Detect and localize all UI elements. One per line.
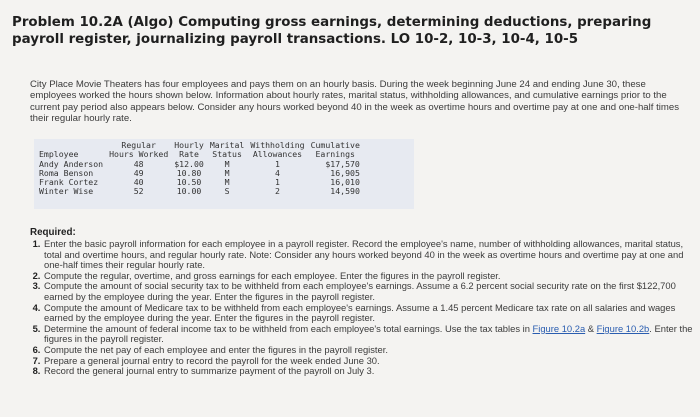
cell-earnings: 14,590 [330, 186, 360, 197]
cell-rate: 10.00 [176, 186, 202, 197]
cell-status: M [224, 158, 230, 169]
required-item: 4. Compute the amount of Medicare tax to be withheld from each employee's earnings. Assume a 1.45 percent Medicare tax rate on all salaries and wages earned by the employee during the year. Enter the figures in the payroll register. [43, 303, 695, 324]
cell-allowances: 2 [274, 186, 280, 197]
problem-title: Problem 10.2A (Algo) Computing gross earnings, determining deductions, preparing payroll register, journalizing payroll transactions. LO 10-2, 10-3, 10-4, 10-5 [12, 15, 652, 47]
cell-hours: 52 [133, 186, 144, 197]
cell-earnings: 16,905 [330, 167, 360, 178]
figure-10-2a-link[interactable]: Figure 10.2a [532, 322, 586, 334]
cell-allowances: 1 [274, 177, 280, 188]
cell-name: Winter Wise [39, 186, 94, 197]
required-item: 2. Compute the regular, overtime, and gross earnings for each employee. Enter the figures in the payroll register. [43, 271, 695, 282]
required-list [30, 239, 695, 377]
required-heading: Required: [30, 227, 76, 238]
cell-rate: 10.50 [176, 177, 202, 188]
table-row [36, 187, 363, 196]
cell-name: Frank Cortez [39, 177, 99, 188]
required-item: 1. Enter the basic payroll information for each employee in a payroll register. Record the employee's name, number of withholding allowances, marital status, total and overtime hours, and regular hourly rate. Note: Consider any hours worked beyond 40 in the week as overtime hours and overtime pay at one and one-half times their regular hourly rate. [43, 239, 695, 271]
required-item: 8. Record the general journal entry to summarize payment of the payroll on July 3. [43, 366, 695, 377]
required-item: 7. Prepare a general journal entry to record the payroll for the week ended June 30. [43, 356, 695, 367]
cell-rate: 10.80 [176, 167, 202, 178]
cell-earnings: 16,010 [330, 177, 360, 188]
cell-status: M [224, 177, 230, 188]
cell-rate: $12.00 [174, 158, 204, 169]
required-item: 5. Determine the amount of federal income tax to be withheld from each employee's total earnings. Use the tax tables in Figure 10.2a & Figure 10.2b. Enter the figures in the payroll register. [43, 324, 695, 345]
required-item: 6. Compute the net pay of each employee and enter the figures in the payroll register. [43, 345, 695, 356]
col-header-earnings: Cumulative Earnings [310, 140, 360, 160]
col-header-hours: Regular Hours Worked [109, 140, 169, 160]
cell-allowances: 1 [274, 158, 280, 169]
required-item: 3. Compute the amount of social security tax to be withheld from each employee's earnings. Assume a 6.2 percent social security rate on the first $122,700 earned by the employee during the year. Enter the figures in the payroll register. [43, 281, 695, 302]
problem-intro: City Place Movie Theaters has four employees and pays them on an hourly basis. During the week beginning June 24 and ending June 30, these employees worked the hours shown below. Information about hourly rates, marital status, withholding allowances, and cumulative earnings prior to the current pay period also appears below. Consider any hours worked beyond 40 in the week as overtime hours and overtime pay at one and one-half times their regular hourly rate. [30, 79, 680, 124]
figure-10-2b-link[interactable]: Figure 10.2b [596, 322, 650, 334]
col-header-employee: Employee [39, 149, 79, 160]
cell-hours: 48 [133, 158, 144, 169]
col-header-allowances: Withholding Allowances [250, 140, 305, 160]
cell-name: Andy Anderson [39, 158, 104, 169]
col-header-status: Marital Status [209, 140, 245, 160]
cell-status: M [224, 167, 230, 178]
cell-allowances: 4 [274, 167, 280, 178]
cell-name: Roma Benson [39, 167, 94, 178]
cell-hours: 40 [133, 177, 144, 188]
col-header-rate: Hourly Rate [174, 140, 204, 160]
cell-hours: 49 [133, 167, 144, 178]
cell-status: S [224, 186, 230, 197]
cell-earnings: $17,570 [325, 158, 360, 169]
employee-data-table [34, 139, 414, 209]
